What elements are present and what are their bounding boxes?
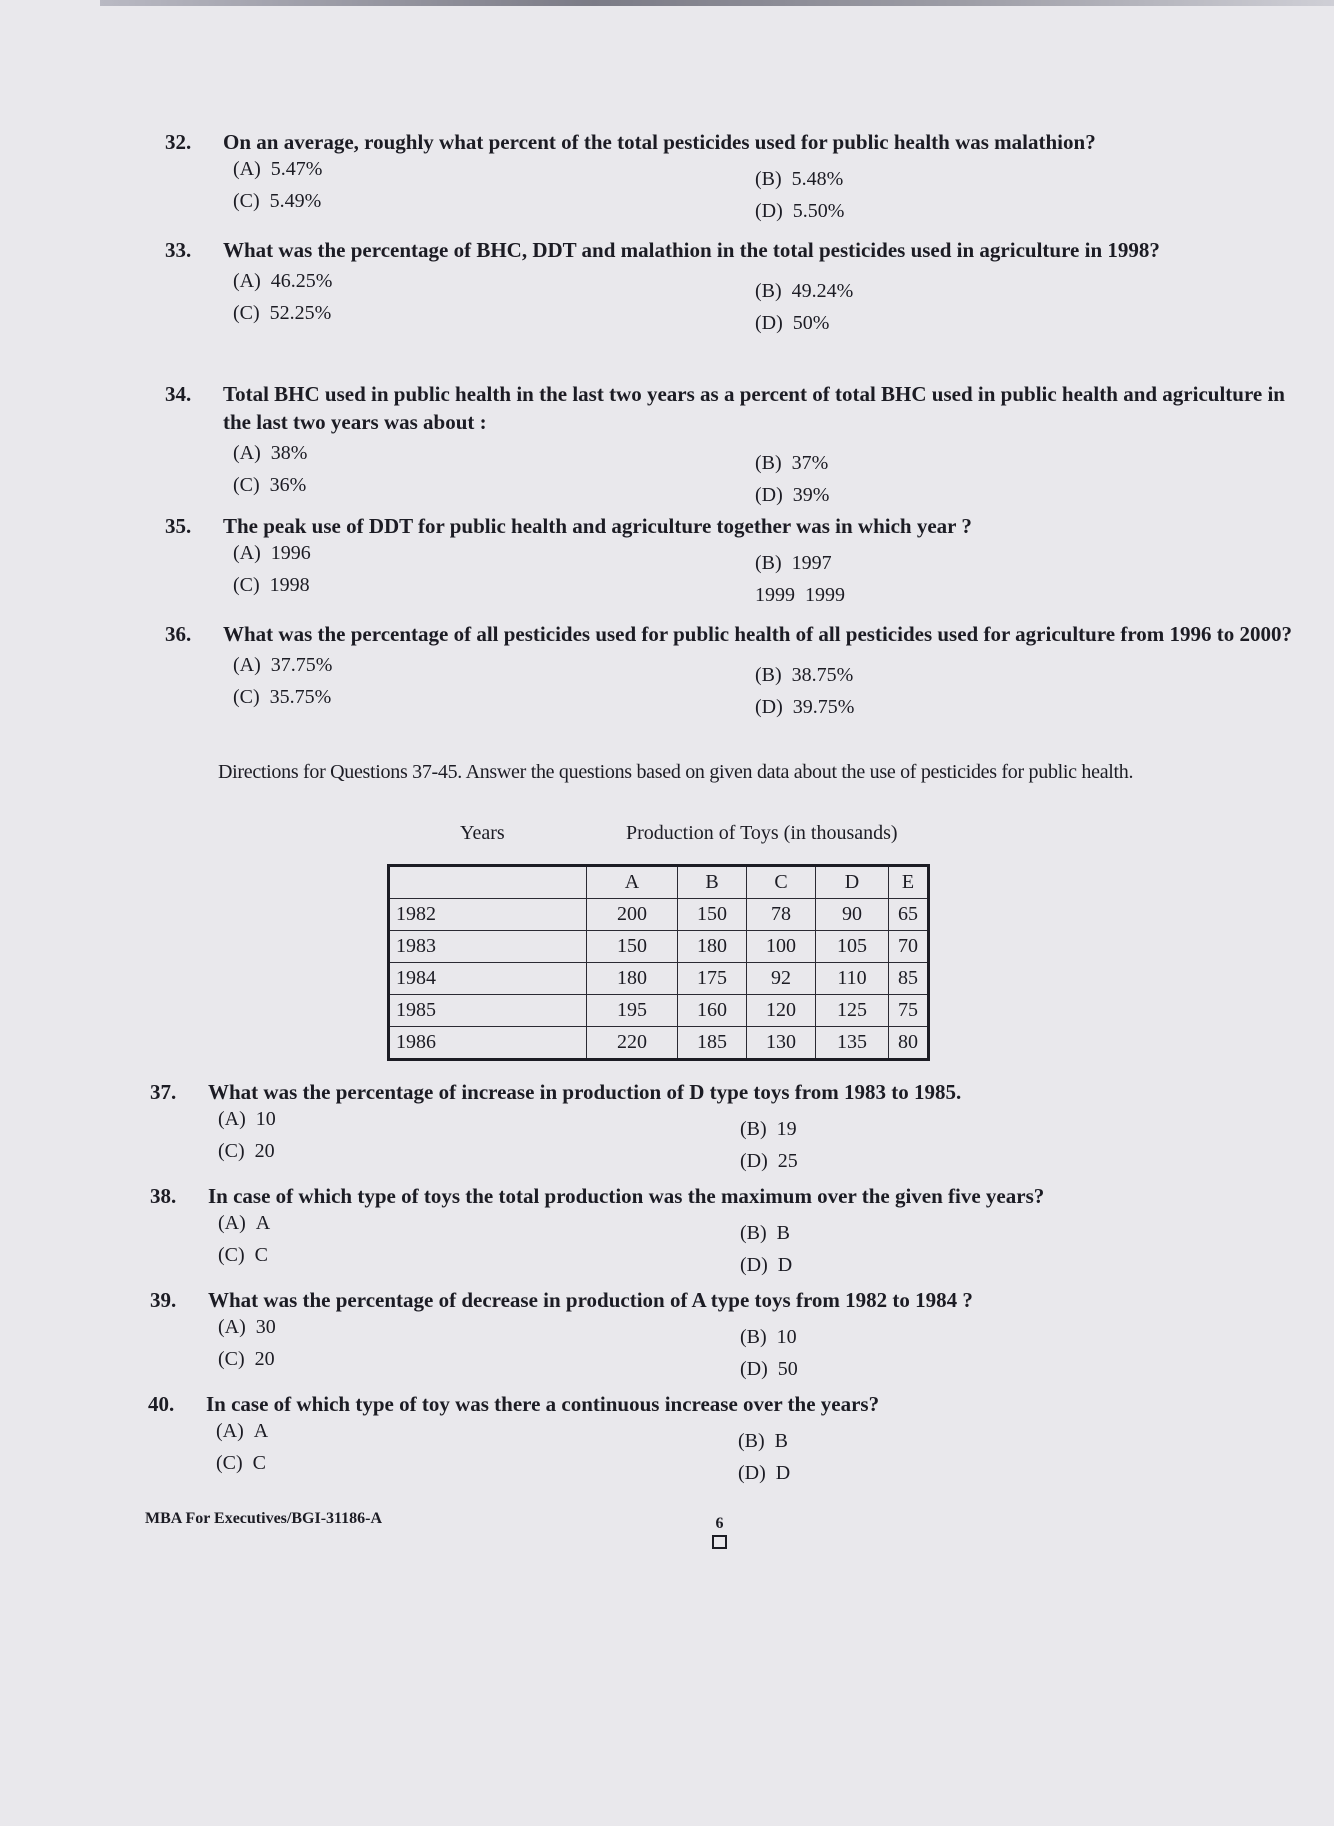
table-cell: 85: [889, 963, 929, 995]
question-number: 33.: [165, 238, 192, 262]
question-text: Total BHC used in public health in the last two years as a percent of total BHC used in public health and agriculture in the last two years was about :: [223, 382, 1285, 434]
question-text: What was the percentage of all pesticides used for public health of all pesticides used for agriculture from 1996 to 2000?: [223, 622, 1293, 646]
table-header-row: [389, 866, 929, 899]
question-32: [165, 128, 1315, 220]
option-b: (B) B: [740, 1222, 791, 1244]
table-cell: 150: [587, 931, 678, 963]
option-d: (D) 5.50%: [755, 200, 845, 222]
table-cell: 80: [889, 1027, 929, 1060]
question-text: What was the percentage of increase in production of D type toys from 1983 to 1985.: [208, 1080, 962, 1104]
question-number: 37.: [150, 1080, 177, 1104]
option-d: (D) D: [740, 1254, 793, 1276]
question-text: On an average, roughly what percent of the total pesticides used for public health was malathion?: [223, 130, 1096, 154]
square-marker-icon: [712, 1535, 727, 1549]
table-cell: 78: [747, 899, 816, 931]
table-cell: 150: [678, 899, 747, 931]
option-d: (D) 39.75%: [755, 696, 855, 718]
column-header: D: [816, 866, 889, 899]
year-cell: 1984: [389, 963, 587, 995]
table-cell: 200: [587, 899, 678, 931]
table-cell: 130: [747, 1027, 816, 1060]
option-b: (B) 10: [740, 1326, 797, 1348]
option-d: (D) 50%: [755, 312, 830, 334]
question-40: [148, 1390, 1298, 1482]
table-row: [389, 931, 929, 963]
question-number: 34.: [165, 382, 192, 406]
option-a: (A) 37.75%: [233, 654, 333, 676]
table-row: [389, 963, 929, 995]
option-d: 1999 1999: [755, 584, 845, 606]
option-a: (A) 5.47%: [233, 158, 323, 180]
option-b: (B) B: [738, 1430, 789, 1452]
table-corner-cell: [389, 866, 587, 899]
question-38: [150, 1182, 1300, 1274]
table-cell: 75: [889, 995, 929, 1027]
option-c: (C) C: [216, 1452, 267, 1474]
table-cell: 110: [816, 963, 889, 995]
table-row-header-label: Years: [460, 822, 505, 844]
directions-text: Directions for Questions 37-45. Answer the questions based on given data about the use of pesticides for public health.: [218, 761, 1134, 783]
question-number: 40.: [148, 1392, 175, 1416]
table-cell: 160: [678, 995, 747, 1027]
column-header: B: [678, 866, 747, 899]
option-d: (D) 50: [740, 1358, 798, 1380]
table-cell: 105: [816, 931, 889, 963]
column-header: C: [747, 866, 816, 899]
option-d: (D) D: [738, 1462, 791, 1484]
option-b: (B) 37%: [755, 452, 829, 474]
option-d: (D) 39%: [755, 484, 830, 506]
option-b: (B) 5.48%: [755, 168, 844, 190]
table-cell: 100: [747, 931, 816, 963]
option-c: (C) 5.49%: [233, 190, 322, 212]
option-a: (A) 1996: [233, 542, 311, 564]
option-c: (C) 52.25%: [233, 302, 332, 324]
option-b: (B) 49.24%: [755, 280, 854, 302]
year-cell: 1982: [389, 899, 587, 931]
question-text: The peak use of DDT for public health and agriculture together was in which year ?: [223, 514, 972, 538]
option-a: (A) 30: [218, 1316, 276, 1338]
option-d: (D) 25: [740, 1150, 798, 1172]
question-35: [165, 512, 1315, 604]
question-number: 35.: [165, 514, 192, 538]
option-b: (B) 19: [740, 1118, 797, 1140]
table-cell: 135: [816, 1027, 889, 1060]
table-cell: 125: [816, 995, 889, 1027]
table-row: [389, 1027, 929, 1060]
year-cell: 1985: [389, 995, 587, 1027]
question-text: In case of which type of toy was there a continuous increase over the years?: [206, 1392, 880, 1416]
question-number: 39.: [150, 1288, 177, 1312]
table-cell: 65: [889, 899, 929, 931]
option-c: (C) 1998: [233, 574, 310, 596]
option-c: (C) 20: [218, 1348, 275, 1370]
year-cell: 1983: [389, 931, 587, 963]
table-cell: 220: [587, 1027, 678, 1060]
table-cell: 90: [816, 899, 889, 931]
option-b: (B) 1997: [755, 552, 832, 574]
table-cell: 92: [747, 963, 816, 995]
table-cell: 180: [587, 963, 678, 995]
table-cell: 185: [678, 1027, 747, 1060]
option-a: (A) A: [216, 1420, 269, 1442]
column-header: E: [889, 866, 929, 899]
table-cell: 195: [587, 995, 678, 1027]
question-text: What was the percentage of decrease in production of A type toys from 1982 to 1984 ?: [208, 1288, 973, 1312]
page-number-text: 6: [715, 1515, 724, 1532]
option-c: (C) C: [218, 1244, 269, 1266]
table-cell: 70: [889, 931, 929, 963]
question-number: 32.: [165, 130, 192, 154]
question-text: What was the percentage of BHC, DDT and malathion in the total pesticides used in agriculture in 1998?: [223, 238, 1160, 262]
page-number: [712, 1515, 727, 1549]
paper-code: MBA For Executives/BGI-31186-A: [145, 1510, 383, 1527]
scan-edge-line: [100, 0, 1334, 6]
option-c: (C) 20: [218, 1140, 275, 1162]
table-cell: 180: [678, 931, 747, 963]
question-text: In case of which type of toys the total production was the maximum over the given five years?: [208, 1184, 1045, 1208]
table-cell: 175: [678, 963, 747, 995]
option-c: (C) 36%: [233, 474, 307, 496]
question-37: [150, 1078, 1300, 1170]
toy-production-table: [387, 864, 930, 1061]
option-a: (A) 38%: [233, 442, 308, 464]
table-row: [389, 899, 929, 931]
year-cell: 1986: [389, 1027, 587, 1060]
table-caption: Production of Toys (in thousands): [626, 822, 898, 844]
question-number: 36.: [165, 622, 192, 646]
question-36: [165, 620, 1315, 716]
option-a: (A) A: [218, 1212, 271, 1234]
option-a: (A) 46.25%: [233, 270, 333, 292]
option-a: (A) 10: [218, 1108, 276, 1130]
table-cell: 120: [747, 995, 816, 1027]
question-39: [150, 1286, 1300, 1378]
table-row: [389, 995, 929, 1027]
option-b: (B) 38.75%: [755, 664, 854, 686]
question-33: [165, 236, 1315, 332]
option-c: (C) 35.75%: [233, 686, 332, 708]
column-header: A: [587, 866, 678, 899]
question-34: [165, 380, 1315, 504]
question-number: 38.: [150, 1184, 177, 1208]
